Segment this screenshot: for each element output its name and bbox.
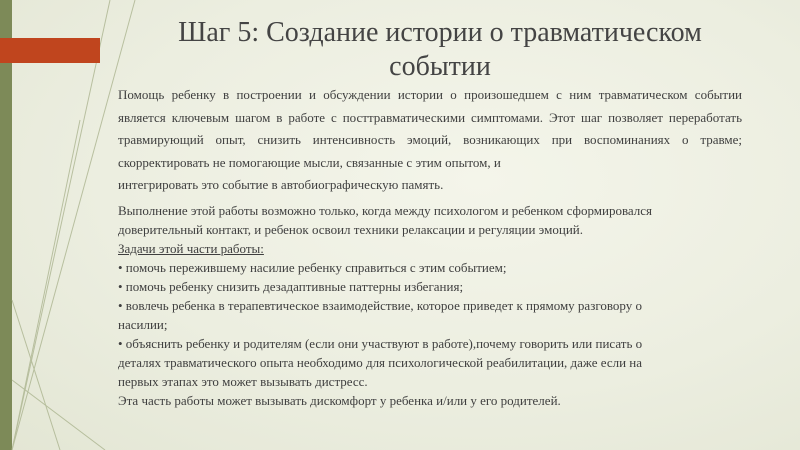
deco-line <box>12 0 135 450</box>
deco-line <box>12 120 80 450</box>
intro-line: воспоминаниях о травме; скорректировать не помогающие мысли, связанные с этим опытом, и <box>118 132 743 170</box>
deco-line <box>12 300 60 450</box>
task-line: деталях травматического опыта необходимо для психологической реабилитации, даже если на <box>118 354 643 370</box>
tasks-list <box>118 258 742 391</box>
task-line: • помочь ребенку снизить дезадаптивные паттерны избегания; <box>118 278 464 294</box>
slide-body <box>118 84 742 410</box>
task-line: • объяснить ребенку и родителям (если они участвуют в работе),почему говорить или писать о <box>118 335 643 351</box>
condition-paragraph <box>118 201 742 239</box>
title-line-2: событии <box>389 51 491 82</box>
task-line: первых этапах это может вызывать дистресс. <box>118 373 368 389</box>
deco-line <box>12 380 105 450</box>
task-line: • вовлечь ребенка в терапевтическое взаимодействие, которое приведет к прямому разговору о <box>118 297 642 313</box>
intro-line: Помощь ребенку в построении и обсуждении истории о произошедшем с ним травматическом <box>118 87 688 102</box>
deco-line <box>12 0 110 450</box>
title-accent-tab <box>0 38 100 63</box>
slide-title <box>150 16 730 84</box>
intro-line: событии является ключевым шагом в работе с посттравматическими симптомами. Этот шаг <box>118 87 743 125</box>
intro-line: интегрировать это событие в автобиографическую память. <box>118 177 444 192</box>
condition-line: Выполнение этой работы возможно только, когда между психологом и ребенком сформировался <box>118 202 653 218</box>
title-line-1: Шаг 5: Создание истории о травматическом <box>178 17 702 48</box>
intro-paragraph <box>118 84 742 197</box>
intro-line: позволяет переработать травмирующий опыт, снизить интенсивность эмоций, возникающих при <box>118 109 743 147</box>
task-line: • помочь пережившему насилие ребенку справиться с этим событием; <box>118 259 507 275</box>
task-line: насилии; <box>118 316 168 332</box>
condition-line: доверительный контакт, и ребенок освоил техники релаксации и регуляции эмоций. <box>118 221 583 237</box>
closing-note: Эта часть работы может вызывать дискомфорт у ребенка и/или у его родителей. <box>118 392 561 408</box>
tasks-heading: Задачи этой части работы: <box>118 240 264 256</box>
